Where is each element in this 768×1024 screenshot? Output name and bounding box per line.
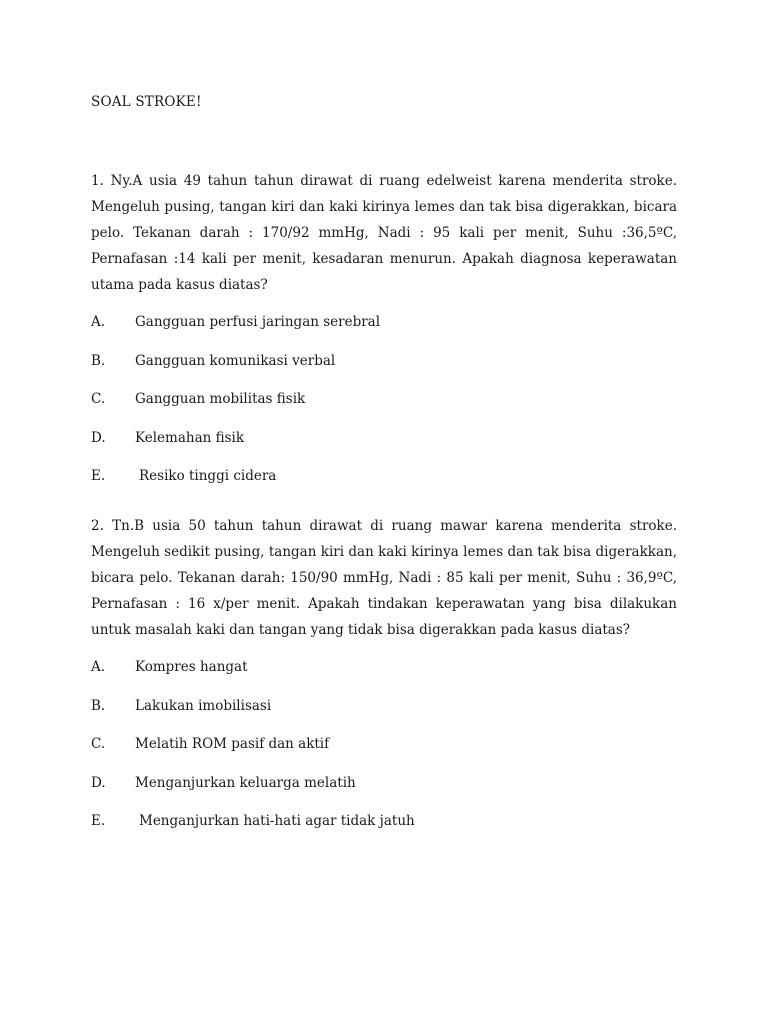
document-title: SOAL STROKE! — [91, 94, 202, 110]
option-text: Gangguan komunikasi verbal — [135, 352, 336, 369]
option-letter: D. — [91, 429, 106, 446]
option-letter: B. — [91, 352, 106, 369]
option-text: Resiko tinggi cidera — [139, 468, 277, 484]
option-letter: E. — [91, 813, 106, 829]
option-b — [91, 351, 677, 390]
option-b — [91, 696, 677, 735]
option-text: Gangguan perfusi jaringan serebral — [135, 314, 381, 330]
option-text: Menganjurkan keluarga melatih — [135, 774, 356, 791]
option-text: Lakukan imobilisasi — [135, 697, 272, 714]
question-1 — [91, 168, 677, 505]
option-d — [91, 773, 677, 812]
option-c — [91, 389, 677, 428]
option-list — [91, 312, 677, 505]
option-letter: A. — [91, 659, 106, 675]
option-letter: E. — [91, 468, 106, 484]
option-text: Kelemahan fisik — [135, 429, 245, 446]
option-letter: D. — [91, 774, 106, 791]
option-text: Kompres hangat — [135, 659, 248, 675]
option-e — [91, 466, 677, 505]
option-c — [91, 734, 677, 773]
option-e — [91, 811, 677, 850]
option-list — [91, 657, 677, 850]
option-letter: B. — [91, 697, 106, 714]
option-text: Gangguan mobilitas fisik — [135, 391, 306, 407]
option-text: Melatih ROM pasif dan aktif — [135, 736, 330, 752]
question-2 — [91, 513, 677, 850]
question-stem: 1. Ny.A usia 49 tahun tahun dirawat di ruang edelweist karena menderita stroke. Mengeluh pusing, tangan kiri dan kaki kirinya lemes dan tak bisa digerakkan, bicara pelo. Tekanan darah : 170/92 mmHg, Nadi : 95 kali per menit, Suhu :36,5ºC, Pernafasan :14 kali per menit, kesadaran menurun. Apakah diagnosa keperawatan utama pada kasus diatas? — [91, 173, 677, 293]
option-a — [91, 312, 677, 351]
option-letter: C. — [91, 391, 106, 407]
option-a — [91, 657, 677, 696]
option-letter: C. — [91, 736, 106, 752]
option-d — [91, 428, 677, 467]
option-letter: A. — [91, 314, 106, 330]
option-text: Menganjurkan hati-hati agar tidak jatuh — [139, 813, 415, 829]
question-stem: 2. Tn.B usia 50 tahun tahun dirawat di ruang mawar karena menderita stroke. Mengeluh sedikit pusing, tangan kiri dan kaki kirinya lemes dan tak bisa digerakkan, bicara pelo. Tekanan darah: 150/90 mmHg, Nadi : 85 kali per menit, Suhu : 36,9ºC, Pernafasan : 16 x/per menit. Apakah tindakan keperawatan yang bisa dilakukan untuk masalah kaki dan tangan yang tidak bisa digerakkan pada kasus diatas? — [91, 518, 677, 638]
